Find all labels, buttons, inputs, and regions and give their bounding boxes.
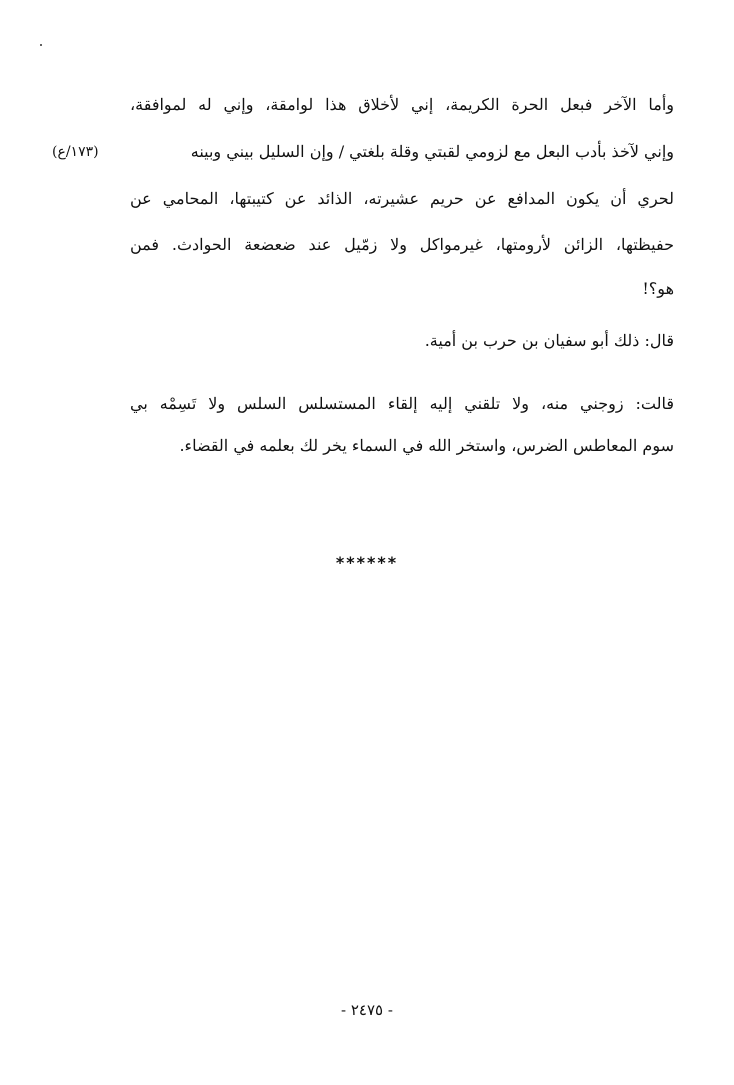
scan-speck [40,44,42,46]
paragraph-1-line-2: وإني لآخذ بأدب البعل مع لزومي لقبتي وقلة بلغتي / وإن السليل بيني وبينه [190,142,674,161]
paragraph-1-line-4: حفيظتها، الزائن لأرومتها، غيرمواكل ولا زمّيل عند ضعضعة الحوادث. فمن [130,235,674,254]
paragraph-1-line-1: وأما الآخر فبعل الحرة الكريمة، إني لأخلاق هذا لوامقة، وإني له لموافقة، [130,95,674,114]
paragraph-2-line-1: قال: ذلك أبو سفيان بن حرب بن أمية. [424,331,674,350]
paragraph-1-line-3: لحري أن يكون المدافع عن حريم عشيرته، الذائد عن كتيبتها، المحامي عن [130,189,674,208]
paragraph-3-line-1: قالت: زوجني منه، ولا تلقني إليه إلقاء المستسلس السلس ولا تَسِمْه بي [130,394,674,413]
section-separator: ****** [335,553,399,572]
page-number: - ٢٤٧٥ - [341,1001,393,1019]
paragraph-3-line-2: سوم المعاطس الضرس، واستخر الله في السماء يخر لك بعلمه في القضاء. [179,436,674,455]
margin-reference: (١٧٣/ع) [52,144,99,160]
paragraph-1-line-5: هو؟! [642,279,674,298]
